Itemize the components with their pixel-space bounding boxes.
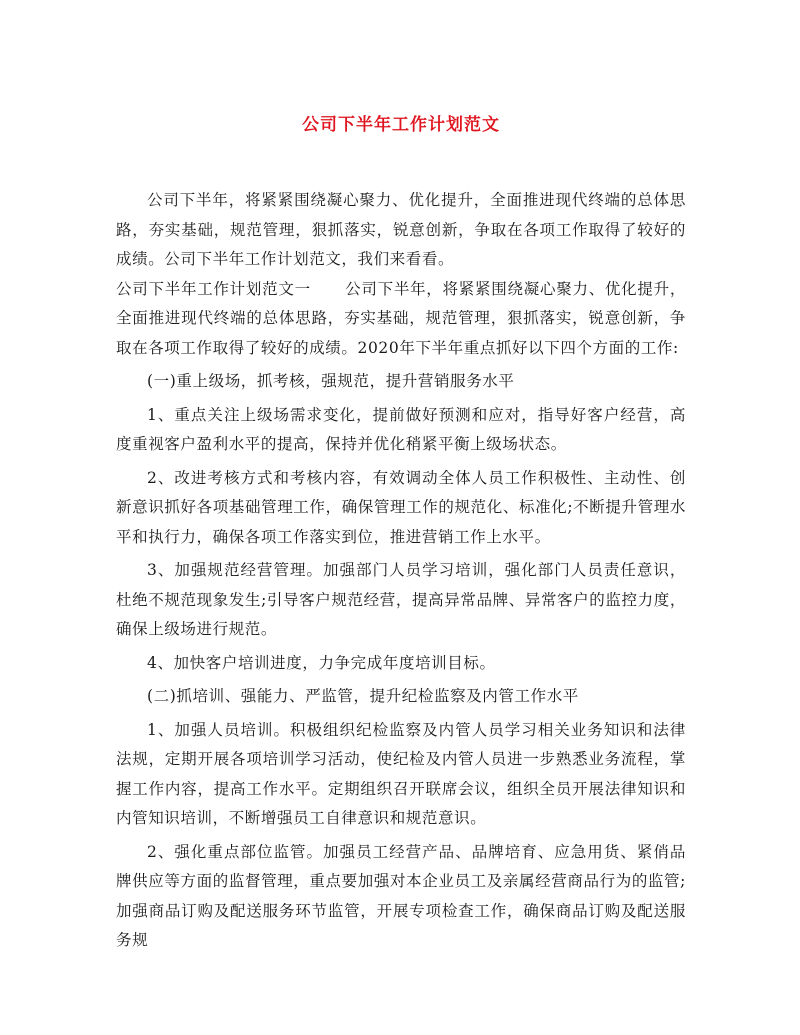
section-text: 公司下半年，将紧紧围绕凝心聚力、优化提升，全面推进现代终端的总体思路，夯实基础，规范管理，狠抓落实，锐意创新，争取在各项工作取得了较好的成绩。2020年下半年重点抓好以下四个方面的工作: [116, 279, 686, 357]
intro-paragraph: 公司下半年，将紧紧围绕凝心聚力、优化提升，全面推进现代终端的总体思路，夯实基础，规范管理，狠抓落实，锐意创新，争取在各项工作取得了较好的成绩。公司下半年工作计划范文，我们来看看。 [116, 191, 686, 268]
section-label: 公司下半年工作计划范文一 [116, 279, 311, 298]
document-page [116, 112, 686, 956]
heading-two: (二)抓培训、强能力、严监管，提升纪检监察及内管工作水平 [147, 687, 579, 705]
body-paragraph: 4、加快客户培训进度，力争完成年度培训目标。 [147, 653, 496, 672]
section-paragraph [116, 275, 686, 364]
body-paragraph: 2、强化重点部位监管。加强员工经营产品、品牌培育、应急用货、紧俏品牌供应等方面的监督管理，重点要加强对本企业员工及亲属经营商品行为的监管;加强商品订购及配送服务环节监管，开展专项检查工作，确保商品订购及配送服务规 [116, 842, 686, 949]
body-paragraph: 2、改进考核方式和考核内容，有效调动全体人员工作积极性、主动性、创新意识抓好各项基础管理工作，确保管理工作的规范化、标准化;不断提升管理水平和执行力，确保各项工作落实到位，推进营销工作上水平。 [116, 468, 686, 546]
heading-one: (一)重上级场，抓考核，强规范，提升营销服务水平 [147, 372, 515, 390]
body-paragraph: 1、重点关注上级场需求变化，提前做好预测和应对，指导好客户经营，高度重视客户盈利水平的提高，保持并优化稍紧平衡上级场状态。 [116, 405, 686, 453]
body-paragraph: 3、加强规范经营管理。加强部门人员学习培训，强化部门人员责任意识，杜绝不规范现象发生;引导客户规范经营，提高异常品牌、异常客户的监控力度，确保上级场进行规范。 [116, 561, 686, 638]
body-paragraph: 1、加强人员培训。积极组织纪检监察及内管人员学习相关业务知识和法律法规，定期开展各项培训学习活动，使纪检及内管人员进一步熟悉业务流程，掌握工作内容，提高工作水平。定期组织召开联席会议，组织全员开展法律知识和内管知识培训，不断增强员工自律意识和规范意识。 [116, 720, 686, 827]
document-title: 公司下半年工作计划范文 [302, 115, 500, 135]
